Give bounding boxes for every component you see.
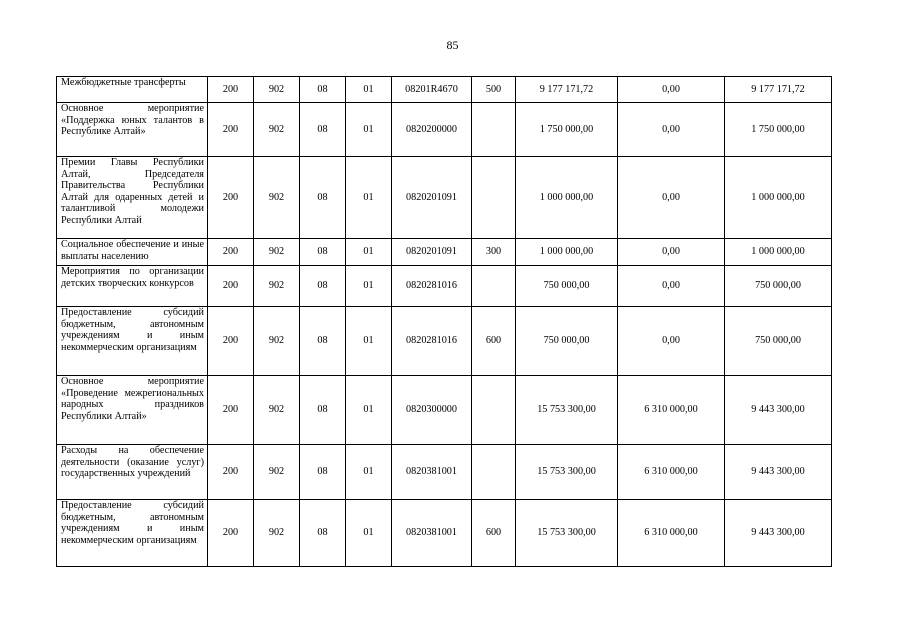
cell-type bbox=[472, 157, 516, 239]
cell-c1: 200 bbox=[208, 239, 254, 266]
row-name: Межбюджетные трансферты bbox=[57, 77, 208, 103]
table-row bbox=[57, 500, 832, 567]
cell-type: 600 bbox=[472, 307, 516, 376]
cell-c4: 01 bbox=[346, 376, 392, 445]
table-row bbox=[57, 266, 832, 307]
cell-sum1: 1 750 000,00 bbox=[516, 103, 618, 157]
cell-c1: 200 bbox=[208, 157, 254, 239]
cell-c2: 902 bbox=[254, 500, 300, 567]
cell-code: 0820300000 bbox=[392, 376, 472, 445]
cell-code: 0820201091 bbox=[392, 239, 472, 266]
cell-c1: 200 bbox=[208, 266, 254, 307]
cell-c3: 08 bbox=[300, 307, 346, 376]
cell-c4: 01 bbox=[346, 157, 392, 239]
row-name: Предоставление субсидий бюджетным, автономным учреждениям и иным некоммерческим организациям bbox=[57, 500, 208, 567]
cell-c1: 200 bbox=[208, 445, 254, 500]
cell-c3: 08 bbox=[300, 157, 346, 239]
cell-sum1: 1 000 000,00 bbox=[516, 157, 618, 239]
cell-c1: 200 bbox=[208, 103, 254, 157]
row-name: Расходы на обеспечение деятельности (оказание услуг) государственных учреждений bbox=[57, 445, 208, 500]
cell-sum3: 9 177 171,72 bbox=[725, 77, 832, 103]
cell-c2: 902 bbox=[254, 376, 300, 445]
budget-table bbox=[56, 76, 832, 567]
cell-sum2: 0,00 bbox=[618, 266, 725, 307]
cell-code: 0820201091 bbox=[392, 157, 472, 239]
cell-type: 500 bbox=[472, 77, 516, 103]
cell-sum2: 6 310 000,00 bbox=[618, 376, 725, 445]
cell-c4: 01 bbox=[346, 445, 392, 500]
table-row bbox=[57, 376, 832, 445]
row-name: Социальное обеспечение и иные выплаты населению bbox=[57, 239, 208, 266]
cell-c2: 902 bbox=[254, 77, 300, 103]
cell-sum1: 1 000 000,00 bbox=[516, 239, 618, 266]
cell-c2: 902 bbox=[254, 157, 300, 239]
cell-c4: 01 bbox=[346, 239, 392, 266]
row-name: Мероприятия по организации детских творческих конкурсов bbox=[57, 266, 208, 307]
table-row bbox=[57, 239, 832, 266]
cell-sum2: 0,00 bbox=[618, 307, 725, 376]
table-row bbox=[57, 157, 832, 239]
cell-sum1: 750 000,00 bbox=[516, 307, 618, 376]
cell-code: 0820281016 bbox=[392, 266, 472, 307]
cell-c3: 08 bbox=[300, 266, 346, 307]
cell-c2: 902 bbox=[254, 445, 300, 500]
cell-c1: 200 bbox=[208, 77, 254, 103]
cell-sum2: 0,00 bbox=[618, 103, 725, 157]
cell-sum3: 9 443 300,00 bbox=[725, 376, 832, 445]
cell-sum3: 750 000,00 bbox=[725, 266, 832, 307]
cell-sum3: 1 000 000,00 bbox=[725, 239, 832, 266]
cell-c1: 200 bbox=[208, 500, 254, 567]
cell-c3: 08 bbox=[300, 77, 346, 103]
cell-sum1: 15 753 300,00 bbox=[516, 445, 618, 500]
cell-code: 0820381001 bbox=[392, 445, 472, 500]
cell-c4: 01 bbox=[346, 103, 392, 157]
row-name: Предоставление субсидий бюджетным, автономным учреждениям и иным некоммерческим организациям bbox=[57, 307, 208, 376]
cell-sum2: 0,00 bbox=[618, 77, 725, 103]
cell-c3: 08 bbox=[300, 239, 346, 266]
cell-sum3: 750 000,00 bbox=[725, 307, 832, 376]
cell-sum1: 15 753 300,00 bbox=[516, 500, 618, 567]
cell-type: 600 bbox=[472, 500, 516, 567]
row-name: Основное мероприятие «Поддержка юных талантов в Республике Алтай» bbox=[57, 103, 208, 157]
cell-code: 0820200000 bbox=[392, 103, 472, 157]
cell-type bbox=[472, 103, 516, 157]
cell-c2: 902 bbox=[254, 307, 300, 376]
cell-type bbox=[472, 266, 516, 307]
cell-c3: 08 bbox=[300, 103, 346, 157]
cell-sum1: 750 000,00 bbox=[516, 266, 618, 307]
cell-sum2: 0,00 bbox=[618, 157, 725, 239]
table-row bbox=[57, 307, 832, 376]
table-body bbox=[57, 77, 832, 567]
cell-sum3: 9 443 300,00 bbox=[725, 500, 832, 567]
cell-sum1: 9 177 171,72 bbox=[516, 77, 618, 103]
cell-sum3: 9 443 300,00 bbox=[725, 445, 832, 500]
cell-sum3: 1 000 000,00 bbox=[725, 157, 832, 239]
cell-c3: 08 bbox=[300, 500, 346, 567]
cell-type bbox=[472, 445, 516, 500]
cell-c1: 200 bbox=[208, 376, 254, 445]
page-number: 85 bbox=[446, 38, 459, 52]
cell-c1: 200 bbox=[208, 307, 254, 376]
row-name: Основное мероприятие «Проведение межрегиональных народных праздников Республики Алтай» bbox=[57, 376, 208, 445]
cell-c4: 01 bbox=[346, 500, 392, 567]
cell-c4: 01 bbox=[346, 307, 392, 376]
cell-c4: 01 bbox=[346, 266, 392, 307]
cell-code: 0820381001 bbox=[392, 500, 472, 567]
table-row bbox=[57, 445, 832, 500]
cell-code: 0820281016 bbox=[392, 307, 472, 376]
table-row bbox=[57, 77, 832, 103]
cell-c2: 902 bbox=[254, 266, 300, 307]
cell-type: 300 bbox=[472, 239, 516, 266]
cell-c2: 902 bbox=[254, 239, 300, 266]
cell-sum2: 6 310 000,00 bbox=[618, 445, 725, 500]
cell-c2: 902 bbox=[254, 103, 300, 157]
cell-sum1: 15 753 300,00 bbox=[516, 376, 618, 445]
cell-c3: 08 bbox=[300, 376, 346, 445]
cell-type bbox=[472, 376, 516, 445]
cell-code: 08201R4670 bbox=[392, 77, 472, 103]
cell-c3: 08 bbox=[300, 445, 346, 500]
row-name: Премии Главы Республики Алтай, Председателя Правительства Республики Алтай для одаренных детей и талантливой молодежи Республики Алтай bbox=[57, 157, 208, 239]
cell-sum2: 6 310 000,00 bbox=[618, 500, 725, 567]
cell-sum2: 0,00 bbox=[618, 239, 725, 266]
cell-sum3: 1 750 000,00 bbox=[725, 103, 832, 157]
table-row bbox=[57, 103, 832, 157]
cell-c4: 01 bbox=[346, 77, 392, 103]
